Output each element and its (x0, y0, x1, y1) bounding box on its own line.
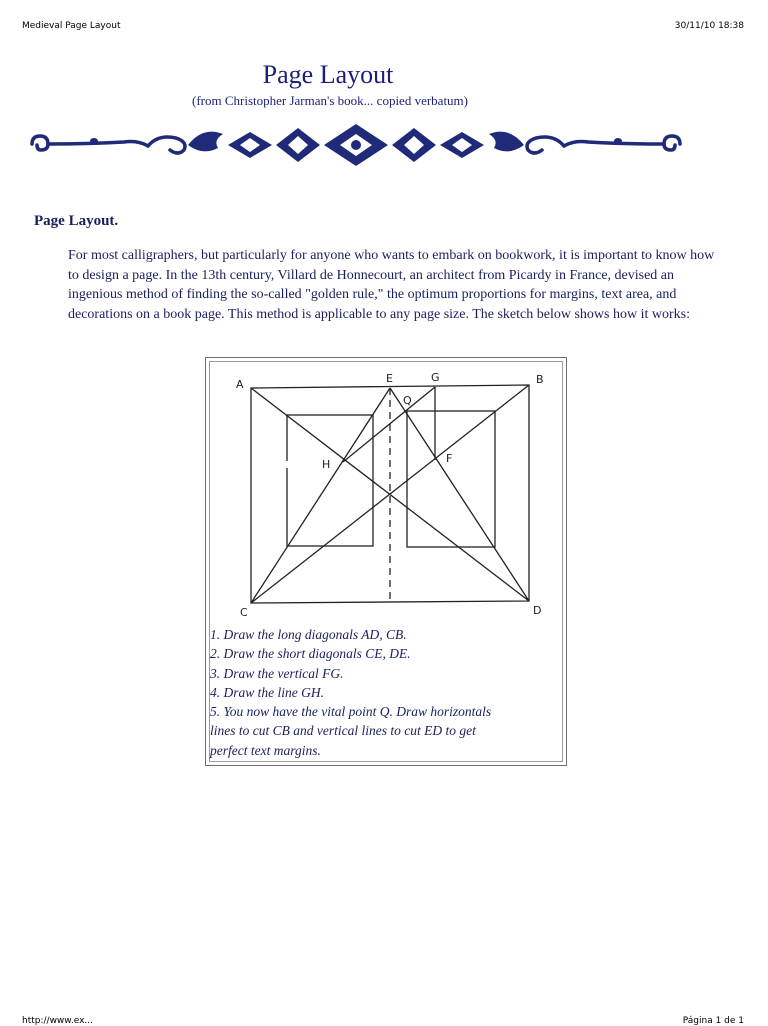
footer-url[interactable]: http://www.ex... (22, 1016, 93, 1026)
label-D: D (533, 604, 542, 617)
instruction-steps (210, 625, 564, 760)
step-line: 1. Draw the long diagonals AD, CB. (210, 627, 407, 642)
golden-canon-sketch (206, 358, 568, 628)
label-C: C (240, 606, 248, 619)
label-G: G (431, 371, 440, 384)
footer-page-number: Página 1 de 1 (682, 1016, 744, 1026)
header-timestamp: 30/11/10 18:38 (674, 21, 744, 31)
label-Q: Q (403, 394, 412, 407)
label-H: H (322, 458, 331, 471)
page-title: Page Layout (262, 60, 394, 89)
header-page-title: Medieval Page Layout (22, 21, 121, 31)
layout-diagram-figure (205, 357, 567, 766)
label-A: A (236, 378, 244, 391)
diagonal-DE (390, 388, 529, 601)
step-line: 4. Draw the line GH. (210, 684, 324, 700)
step-line: lines to cut CB and vertical lines to cut ED to get (210, 723, 476, 739)
step-line: 5. You now have the vital point Q. Draw horizontals (210, 704, 492, 720)
section-heading: Page Layout. (34, 213, 119, 229)
line-GH (343, 387, 435, 462)
label-F: F (446, 452, 453, 465)
step-line: 3. Draw the vertical FG. (210, 665, 344, 681)
right-text-block (407, 411, 495, 547)
label-B: B (536, 373, 544, 386)
intro-paragraph: For most calligraphers, but particularly for anyone who wants to embark on bookwork, it is important to know how to design a page. In the 13th century, Villard de Honnecourt, an architect from Picardy in France, devised an ingenious method of finding the so-called "golden rule," the optimum proportions for margins, text area, and decorations on a book page. This method is applicable to any page size. The sketch below shows how it works: (68, 248, 715, 323)
diagonal-CE (251, 388, 390, 603)
page-subtitle: (from Christopher Jarman's book... copied verbatum) (192, 93, 468, 108)
label-E: E (386, 372, 393, 385)
step-line: perfect text margins. (210, 742, 321, 758)
ornamental-divider (28, 120, 684, 170)
step-line: 2. Draw the short diagonals CE, DE. (210, 646, 411, 662)
